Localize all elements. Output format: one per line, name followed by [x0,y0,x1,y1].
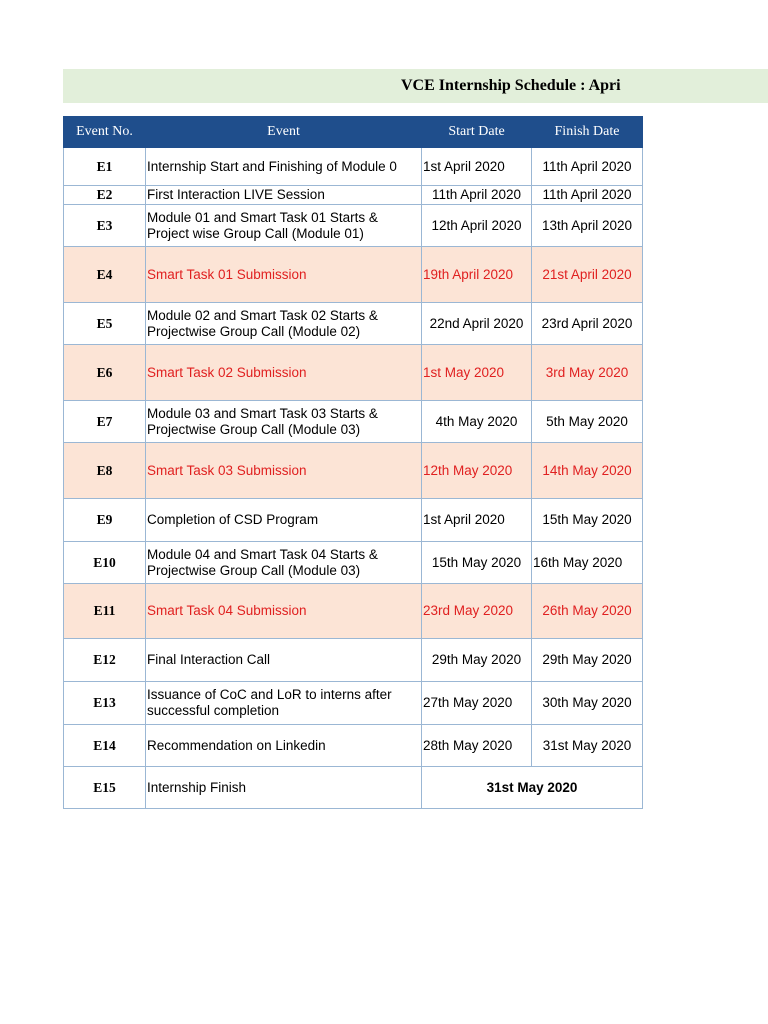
event-no-cell: E6 [64,345,146,401]
start-date-cell: 1st April 2020 [422,148,532,186]
finish-date-cell: 14th May 2020 [532,443,643,499]
event-cell: Smart Task 02 Submission [146,345,422,401]
event-no-cell: E3 [64,205,146,247]
start-date-cell: 23rd May 2020 [422,584,532,639]
table-row-highlighted [64,584,643,639]
event-no-cell: E9 [64,499,146,542]
table-row-highlighted [64,443,643,499]
event-no-cell: E15 [64,767,146,809]
event-cell: Completion of CSD Program [146,499,422,542]
finish-date-cell: 23rd April 2020 [532,303,643,345]
event-no-cell: E11 [64,584,146,639]
start-date-cell: 4th May 2020 [422,401,532,443]
start-date-cell: 1st April 2020 [422,499,532,542]
event-no-cell: E13 [64,682,146,725]
event-cell: Recommendation on Linkedin [146,725,422,767]
finish-date-cell: 29th May 2020 [532,639,643,682]
event-no-cell: E8 [64,443,146,499]
finish-date-cell: 21st April 2020 [532,247,643,303]
finish-date-cell: 31st May 2020 [532,725,643,767]
table-row [64,725,643,767]
finish-date-cell: 3rd May 2020 [532,345,643,401]
event-cell: Internship Finish [146,767,422,809]
event-cell: Module 02 and Smart Task 02 Starts & Projectwise Group Call (Module 02) [146,303,422,345]
start-date-cell: 12th May 2020 [422,443,532,499]
finish-date-cell: 5th May 2020 [532,401,643,443]
start-date-cell: 28th May 2020 [422,725,532,767]
event-cell: Smart Task 03 Submission [146,443,422,499]
event-cell: Internship Start and Finishing of Module 0 [146,148,422,186]
table-row [64,542,643,584]
finish-date-cell: 26th May 2020 [532,584,643,639]
table-header-row [64,117,643,148]
event-cell: Module 03 and Smart Task 03 Starts & Projectwise Group Call (Module 03) [146,401,422,443]
header-start-date: Start Date [422,117,532,148]
table-row [64,205,643,247]
table-row [64,148,643,186]
start-date-cell: 12th April 2020 [422,205,532,247]
finish-date-cell: 11th April 2020 [532,148,643,186]
start-date-cell: 1st May 2020 [422,345,532,401]
event-no-cell: E5 [64,303,146,345]
finish-date-cell: 11th April 2020 [532,186,643,205]
finish-date-cell: 16th May 2020 [532,542,643,584]
start-date-cell: 27th May 2020 [422,682,532,725]
schedule-table [63,116,643,809]
event-cell: Module 01 and Smart Task 01 Starts & Project wise Group Call (Module 01) [146,205,422,247]
table-row [64,639,643,682]
final-date-cell: 31st May 2020 [422,767,643,809]
start-date-cell: 15th May 2020 [422,542,532,584]
event-no-cell: E1 [64,148,146,186]
title-band [63,69,768,103]
event-no-cell: E7 [64,401,146,443]
table-row [64,682,643,725]
start-date-cell: 22nd April 2020 [422,303,532,345]
header-finish-date: Finish Date [532,117,643,148]
table-row [64,303,643,345]
finish-date-cell: 30th May 2020 [532,682,643,725]
header-event: Event [146,117,422,148]
event-no-cell: E12 [64,639,146,682]
event-cell: Smart Task 01 Submission [146,247,422,303]
event-cell: Final Interaction Call [146,639,422,682]
event-cell: First Interaction LIVE Session [146,186,422,205]
table-row [64,499,643,542]
event-cell: Module 04 and Smart Task 04 Starts & Projectwise Group Call (Module 03) [146,542,422,584]
table-row [64,401,643,443]
finish-date-cell: 15th May 2020 [532,499,643,542]
table-row-highlighted [64,247,643,303]
event-no-cell: E10 [64,542,146,584]
finish-date-cell: 13th April 2020 [532,205,643,247]
start-date-cell: 29th May 2020 [422,639,532,682]
header-event-no: Event No. [64,117,146,148]
event-no-cell: E2 [64,186,146,205]
start-date-cell: 19th April 2020 [422,247,532,303]
table-row [64,186,643,205]
event-no-cell: E14 [64,725,146,767]
page-title: VCE Internship Schedule : Apri [401,77,621,94]
start-date-cell: 11th April 2020 [422,186,532,205]
table-row-highlighted [64,345,643,401]
event-no-cell: E4 [64,247,146,303]
table-row [64,767,643,809]
event-cell: Smart Task 04 Submission [146,584,422,639]
event-cell: Issuance of CoC and LoR to interns after successful completion [146,682,422,725]
